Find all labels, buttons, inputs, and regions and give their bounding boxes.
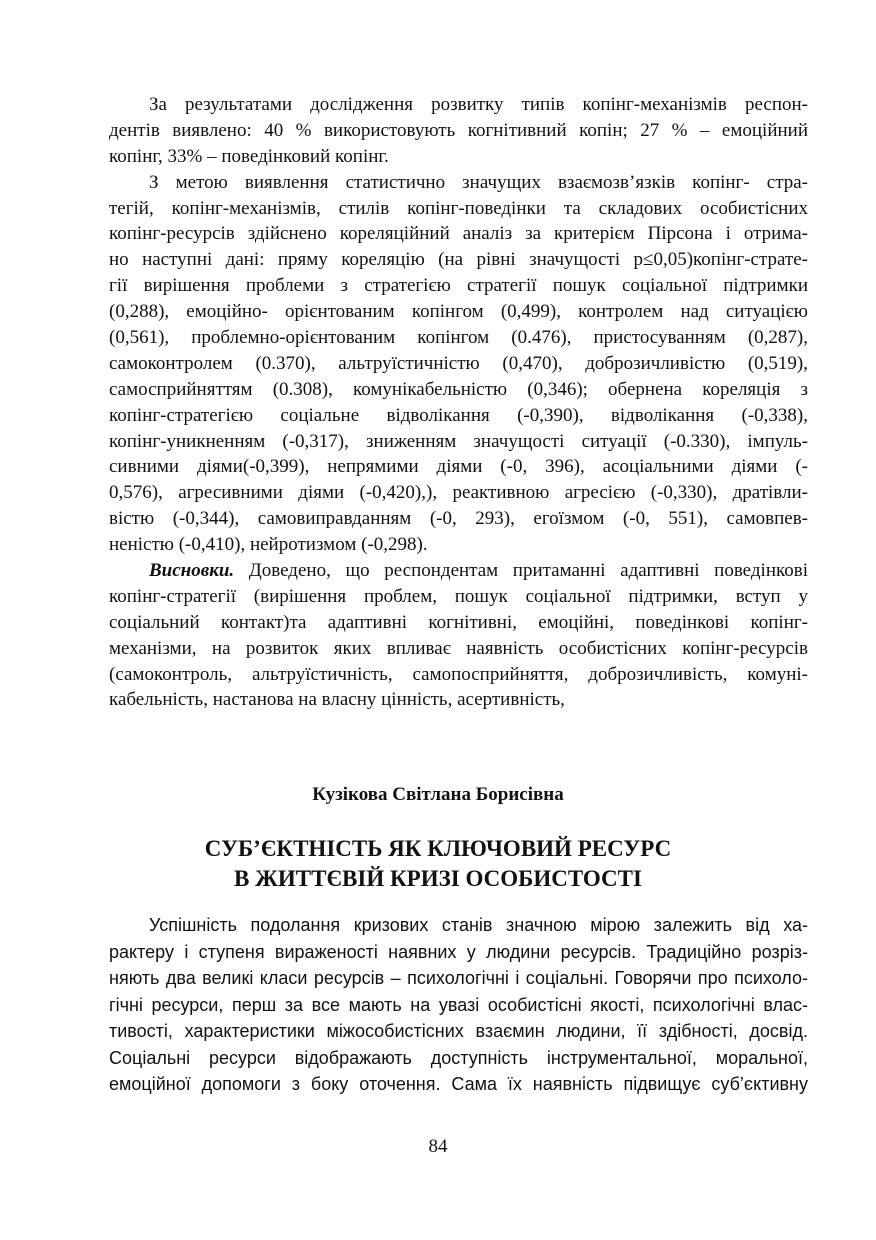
text-line: (самоконтроль, альтруїстичність, самопосприйняття, доброзичливість, комуні- [109,663,808,685]
text-line: (0,561), проблемно-орієнтованим копінгом (0.476), пристосуванням (0,287), [109,327,808,349]
text-line: копінг, 33% – поведінковий копінг. [109,145,389,167]
title-line: В ЖИТТЄВІЙ КРИЗІ ОСОБИСТОСТІ [234,866,642,891]
page-number: 84 [428,1136,448,1157]
article-title [0,834,876,894]
text-line: няють два великі класи ресурсів – психологічні і соціальні. Говорячи про психоло- [109,968,808,988]
text-line: копінг-стратегії (вирішення проблем, пошук соціальної підтримки, вступ у [109,585,808,607]
text-line: емоційної допомоги з боку оточення. Сама їх наявність підвищує суб’єктивну [109,1074,808,1094]
text-line: Успішність подолання кризових станів значною мірою залежить від ха- [149,915,808,935]
author-name: Кузікова Світлана Борисівна [312,784,564,805]
text-line: но наступні дані: пряму кореляцію (на рівні значущості p≤0,05)копінг-страте- [109,249,808,271]
text-line: самоконтролем (0.370), альтруїстичністю (0,470), доброзичливістю (0,519), [109,352,808,374]
text-line: вістю (-0,344), самовиправданням (-0, 293), егоїзмом (-0, 551), самовпев- [109,508,808,530]
text-line: копінг-ресурсів здійснено кореляційний аналіз за критерієм Пірсона і отрима- [109,223,808,245]
text-line: гічні ресурси, перш за все мають на увазі особистісні якості, психологічні влас- [109,994,808,1015]
text-line: сивними діями(-0,399), непрямими діями (-0, 396), асоціальними діями (- [109,456,808,478]
text-line: За результатами дослідження розвитку типів копінг-механізмів респон- [149,94,808,115]
text-line: З метою виявлення статистично значущих взаємозв’язків копінг- стра- [149,171,808,193]
conclusion-first-line [109,558,808,584]
text-line: механізми, на розвиток яких впливає наявність особистісних копінг-ресурсів [109,637,808,659]
text-line: (0,288), емоційно- орієнтованим копінгом (0,499), контролем над ситуацією [109,301,808,323]
text-line: гії вирішення проблеми з стратегією стратегії пошук соціальної підтримки [109,275,808,297]
text-line: кабельність, настанова на власну цінність, асертивність, [109,689,565,711]
conclusion-first-text: Доведено, що респондентам притаманні адаптивні поведінкові [234,560,808,582]
text-line: копінг-стратегією соціальне відволікання (-0,390), відволікання (-0,338), [109,404,808,426]
intro-section [109,912,808,1098]
text-line: дентів виявлено: 40 % використовують когнітивний копін; 27 % – емоційний [109,119,808,141]
text-line: Соціальні ресурси відображають доступність інструментальної, моральної, [109,1047,808,1068]
text-line: рактеру і ступеня вираженості наявних у людини ресурсів. Традиційно розріз- [109,941,808,962]
text-line: неністю (-0,410), нейротизмом (-0,298). [109,534,428,556]
text-line: самосприйняттям (0.308), комунікабельністю (0,346); обернена кореляція з [109,378,808,400]
text-line: тивості, характеристики міжособистісних взаємин людини, її здібності, досвід. [109,1021,808,1041]
conclusion-label: Висновки. [149,560,235,582]
results-section [109,92,808,713]
text-line: тегій, копінг-механізмів, стилів копінг-поведінки та складових особистісних [109,197,808,219]
title-line: СУБ’ЄКТНІСТЬ ЯК КЛЮЧОВИЙ РЕСУРС [204,836,672,861]
text-line: копінг-уникненням (-0,317), зниженням значущості ситуації (-0.330), імпуль- [109,430,808,452]
text-line: соціальний контакт)та адаптивні когнітивні, емоційні, поведінкові копінг- [109,611,808,633]
text-line: 0,576), агресивними діями (-0,420),), реактивною агресією (-0,330), дратівли- [109,482,808,504]
